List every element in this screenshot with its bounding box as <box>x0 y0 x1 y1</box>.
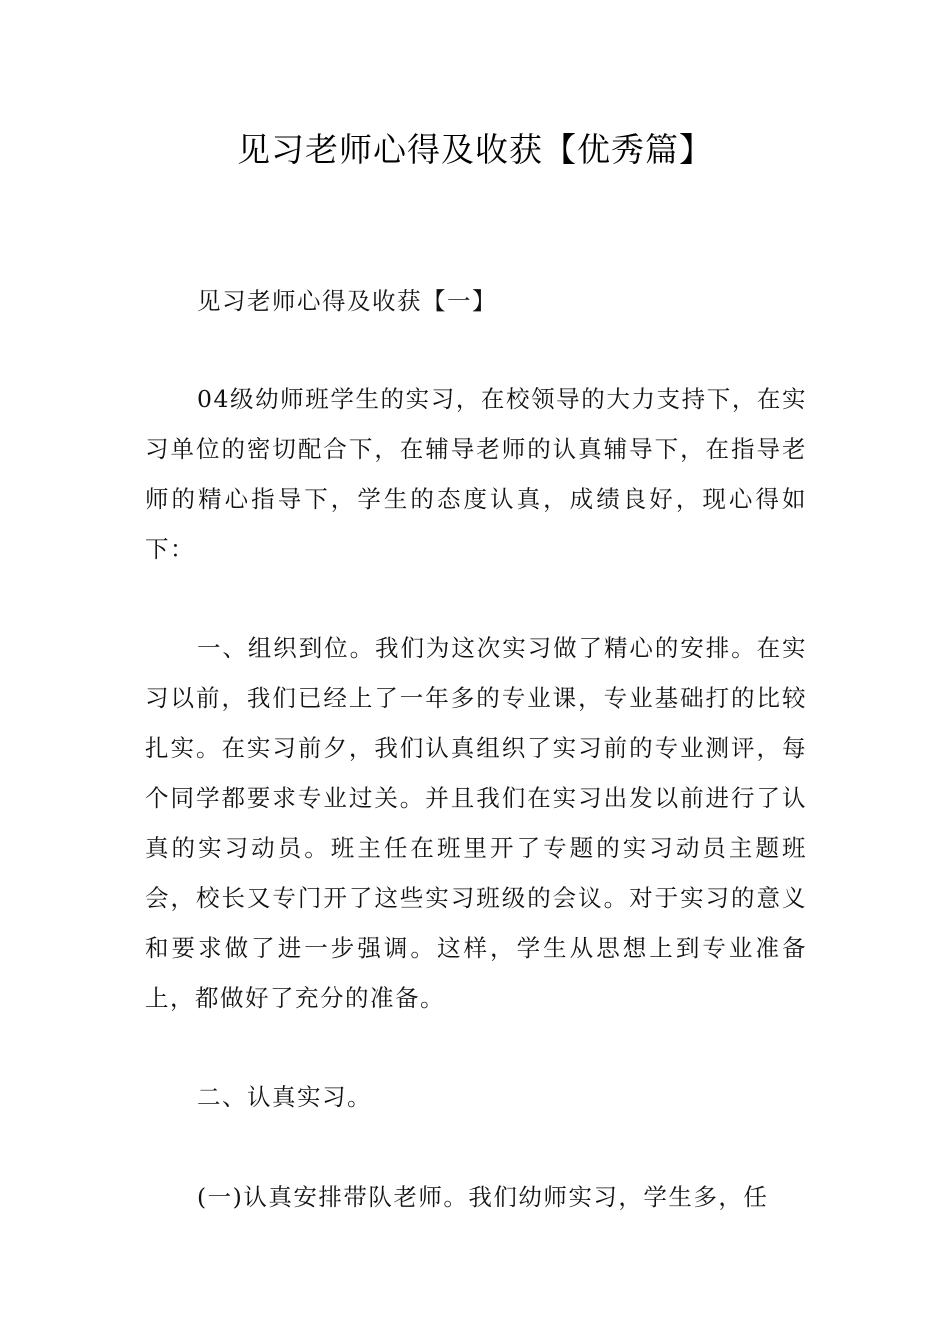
section-subheading: 见习老师心得及收获【一】 <box>197 287 497 315</box>
paragraph-teacher-arrangement: (一)认真安排带队老师。我们幼师实习，学生多，任 <box>197 1183 769 1211</box>
document-title: 见习老师心得及收获【优秀篇】 <box>237 130 713 169</box>
paragraph-organization: 一、组织到位。我们为这次实习做了精心的安排。在实习以前，我们已经上了一年多的专业课，专业基础打的比较扎实。在实习前夕，我们认真组织了实习前的专业测评，每个同学都要求专业过关。并且我们在实习出发以前进行了认真的实习动员。班主任在班里开了专题的实习动员主题班会，校长又专门开了这些实习班级的会议。对于实习的意义和要求做了进一步强调。这样，学生从思想上到专业准备上，都做好了充分的准备。 <box>145 634 807 1012</box>
paragraph-intro: 04级幼师班学生的实习，在校领导的大力支持下，在实习单位的密切配合下，在辅导老师的认真辅导下，在指导老师的精心指导下，学生的态度认真，成绩良好，现心得如下： <box>145 385 807 563</box>
paragraph-section-two-heading: 二、认真实习。 <box>197 1083 372 1111</box>
